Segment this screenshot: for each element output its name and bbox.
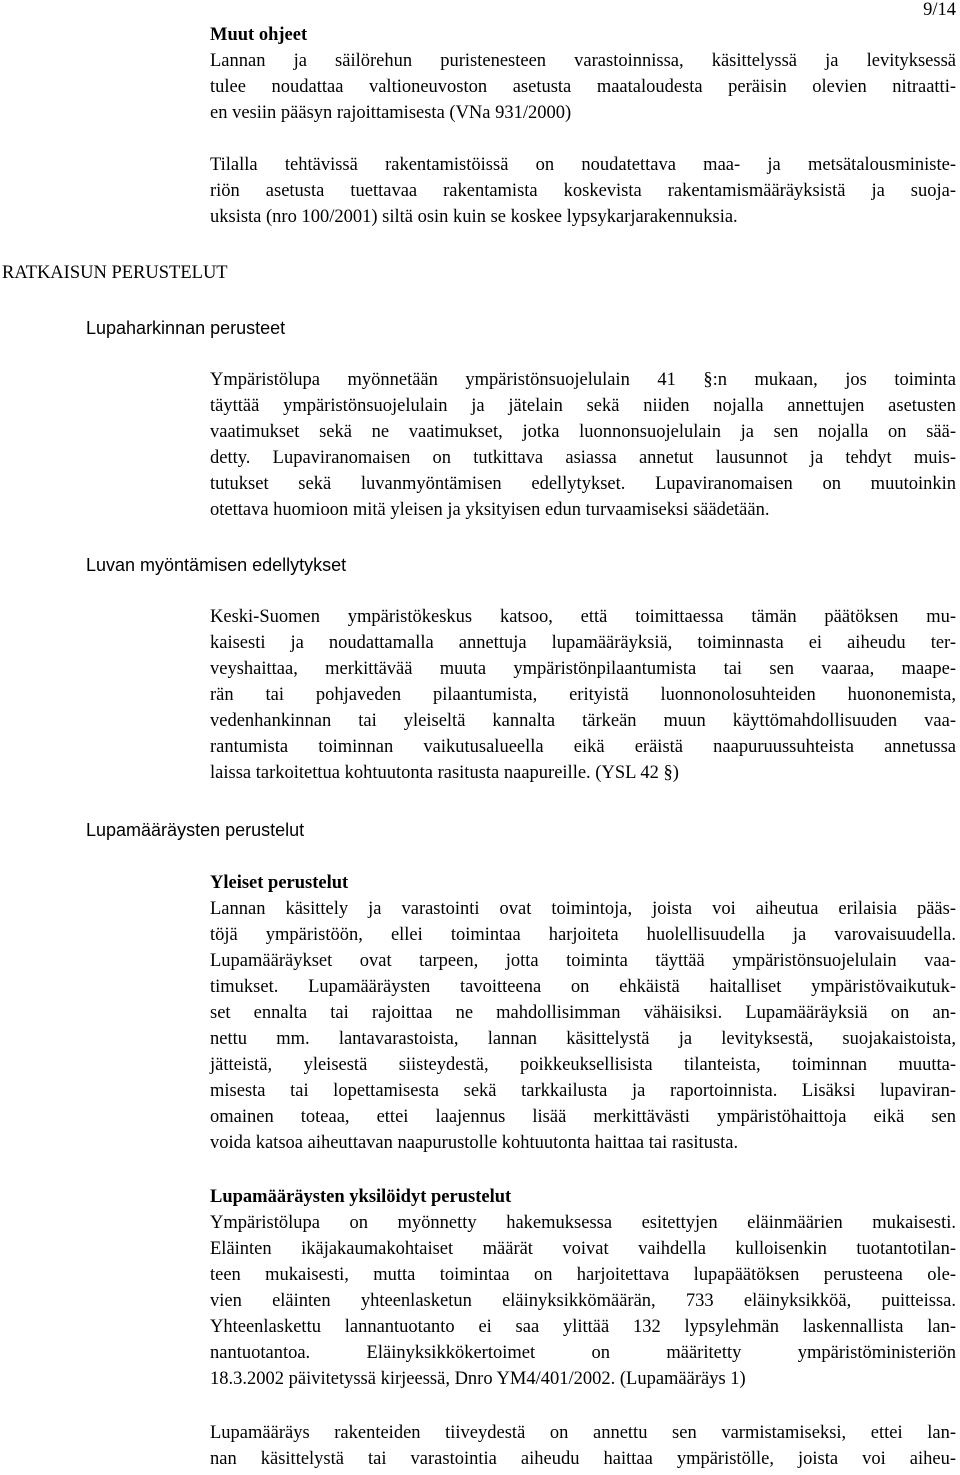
rakentaminen-line: uksista (nro 100/2001) siltä osin kuin se koskee lypsykarjarakennuksia. — [210, 207, 738, 227]
rakenteet-line: Lupamääräys rakenteiden tiiveydestä on annettu sen varmistamiseksi, ettei lan- — [210, 1423, 956, 1443]
edellytykset-line: veyshaittaa, merkittävää muuta ympäristönpilaantumista tai sen vaaraa, maape- — [210, 659, 956, 679]
yksiloidyt-line: teen mukaisesti, mutta toimintaa on harjoitettava lupapäätöksen perusteena ole- — [210, 1265, 956, 1285]
edellytykset-line: laissa tarkoitettua kohtuutonta rasitusta naapureille. (YSL 42 §) — [210, 763, 679, 783]
yksiloidyt-line: nantuotantoa. Eläinyksikkökertoimet on määritetty ympäristöministeriön — [210, 1343, 956, 1363]
yleiset-line: Lupamääräykset ovat tarpeen, jotta toiminta täyttää ympäristönsuojelulain vaa- — [210, 951, 956, 971]
yleiset-line: jätteistä, yleisestä siisteydestä, poikkeuksellisista tilanteista, toiminnan muutta- — [210, 1055, 956, 1075]
edellytykset-title: Luvan myöntämisen edellytykset — [86, 555, 347, 575]
yleiset-line: misesta tai lopettamisesta sekä tarkkailusta ja raportoinnista. Lisäksi lupaviran- — [210, 1081, 956, 1101]
edellytykset-line: kaisesti ja noudattamalla annettuja lupamääräyksiä, toiminnasta ei aiheudu ter- — [210, 633, 956, 653]
muut-ohjeet-line: Lannan ja säilörehun puristenesteen varastoinnissa, käsittelyssä ja levityksessä — [210, 51, 956, 71]
yksiloidyt-line: Ympäristölupa on myönnetty hakemuksessa esitettyjen eläinmäärien mukaisesti. — [210, 1213, 956, 1233]
yleiset-line: omainen toteaa, ettei laajennus lisää merkittävästi ympäristöhaittoja eikä sen — [210, 1107, 956, 1127]
yleiset-line: set ennalta tai rajoittaa ne mahdollisimman vähäisiksi. Lupamääräyksiä on an- — [210, 1003, 956, 1023]
yleiset-perustelut-title: Yleiset perustelut — [210, 873, 349, 893]
muut-ohjeet-line: tulee noudattaa valtioneuvoston asetusta maataloudesta peräisin olevien nitraatti- — [210, 77, 956, 97]
rakenteet-line: nan käsittelystä tai varastointia aiheudu haittaa ympäristölle, joista voi aiheu- — [210, 1449, 956, 1469]
page-number: 9/14 — [923, 0, 956, 20]
lupaharkinta-line: vaatimukset sekä ne vaatimukset, jotka luonnonsuojelulain ja sen nojalla on sää- — [210, 422, 956, 442]
yleiset-line: voida katsoa aiheuttavan naapurustolle kohtuutonta haittaa tai rasitusta. — [210, 1133, 739, 1153]
edellytykset-line: vedenhankinnan tai yleiseltä kannalta tärkeän muun käyttömahdollisuuden vaa- — [210, 711, 956, 731]
edellytykset-line: rän tai pohjaveden pilaantumista, erityistä luonnonolosuhteiden huononemista, — [210, 685, 956, 705]
yksiloidyt-line: Eläinten ikäjakaumakohtaiset määrät voivat vaihdella kulloisenkin tuotantotilan- — [210, 1239, 956, 1259]
edellytykset-line: Keski-Suomen ympäristökeskus katsoo, että toimittaessa tämän päätöksen mu- — [210, 607, 956, 627]
yleiset-line: timukset. Lupamääräysten tavoitteena on ehkäistä haitalliset ympäristövaikutuk- — [210, 977, 956, 997]
rakentaminen-line: Tilalla tehtävissä rakentamistöissä on noudatettava maa- ja metsätalousministe- — [210, 155, 956, 175]
lupamaaraykset-title: Lupamääräysten perustelut — [86, 820, 305, 840]
lupaharkinta-line: tutukset sekä luvanmyöntämisen edellytykset. Lupaviranomaisen on muutoinkin — [210, 474, 956, 494]
yksiloidyt-line: vien eläinten yhteenlasketun eläinyksikkömäärän, 733 eläinyksikköä, puitteissa. — [210, 1291, 956, 1311]
yksiloidyt-line: Yhteenlaskettu lannantuotanto ei saa ylittää 132 lypsylehmän laskennallista lan- — [210, 1317, 956, 1337]
section-heading-ratkaisun-perustelut: RATKAISUN PERUSTELUT — [2, 263, 228, 283]
yksiloidyt-perustelut-title: Lupamääräysten yksilöidyt perustelut — [210, 1187, 512, 1207]
yleiset-line: nettu mm. lantavarastoista, lannan käsittelystä ja levityksestä, suojakaistoista, — [210, 1029, 956, 1049]
edellytykset-line: rantumista toiminnan vaikutusalueella eikä eräistä naapuruussuhteista annetussa — [210, 737, 956, 757]
lupaharkinta-line: otettava huomioon mitä yleisen ja yksityisen edun turvaamiseksi säädetään. — [210, 500, 770, 520]
muut-ohjeet-title: Muut ohjeet — [210, 25, 308, 45]
rakentaminen-line: riön asetusta tuettavaa rakentamista koskevista rakentamismääräyksistä ja suoja- — [210, 181, 956, 201]
lupaharkinta-line: täyttää ympäristönsuojelulain ja jätelain sekä niiden nojalla annettujen asetusten — [210, 396, 956, 416]
yleiset-line: Lannan käsittely ja varastointi ovat toimintoja, joista voi aiheutua erilaisia pääs- — [210, 899, 956, 919]
yleiset-line: töjä ympäristöön, ellei toimintaa harjoiteta huolellisuudella ja varovaisuudella. — [210, 925, 956, 945]
yksiloidyt-line: 18.3.2002 päivitetyssä kirjeessä, Dnro YM4/401/2002. (Lupamääräys 1) — [210, 1369, 746, 1389]
muut-ohjeet-line: en vesiin pääsyn rajoittamisesta (VNa 931/2000) — [210, 103, 572, 123]
lupaharkinta-title: Lupaharkinnan perusteet — [86, 318, 286, 338]
lupaharkinta-line: detty. Lupaviranomaisen on tutkittava asiassa annetut lausunnot ja tehdyt muis- — [210, 448, 956, 468]
lupaharkinta-line: Ympäristölupa myönnetään ympäristönsuojelulain 41 §:n mukaan, jos toiminta — [210, 370, 956, 390]
